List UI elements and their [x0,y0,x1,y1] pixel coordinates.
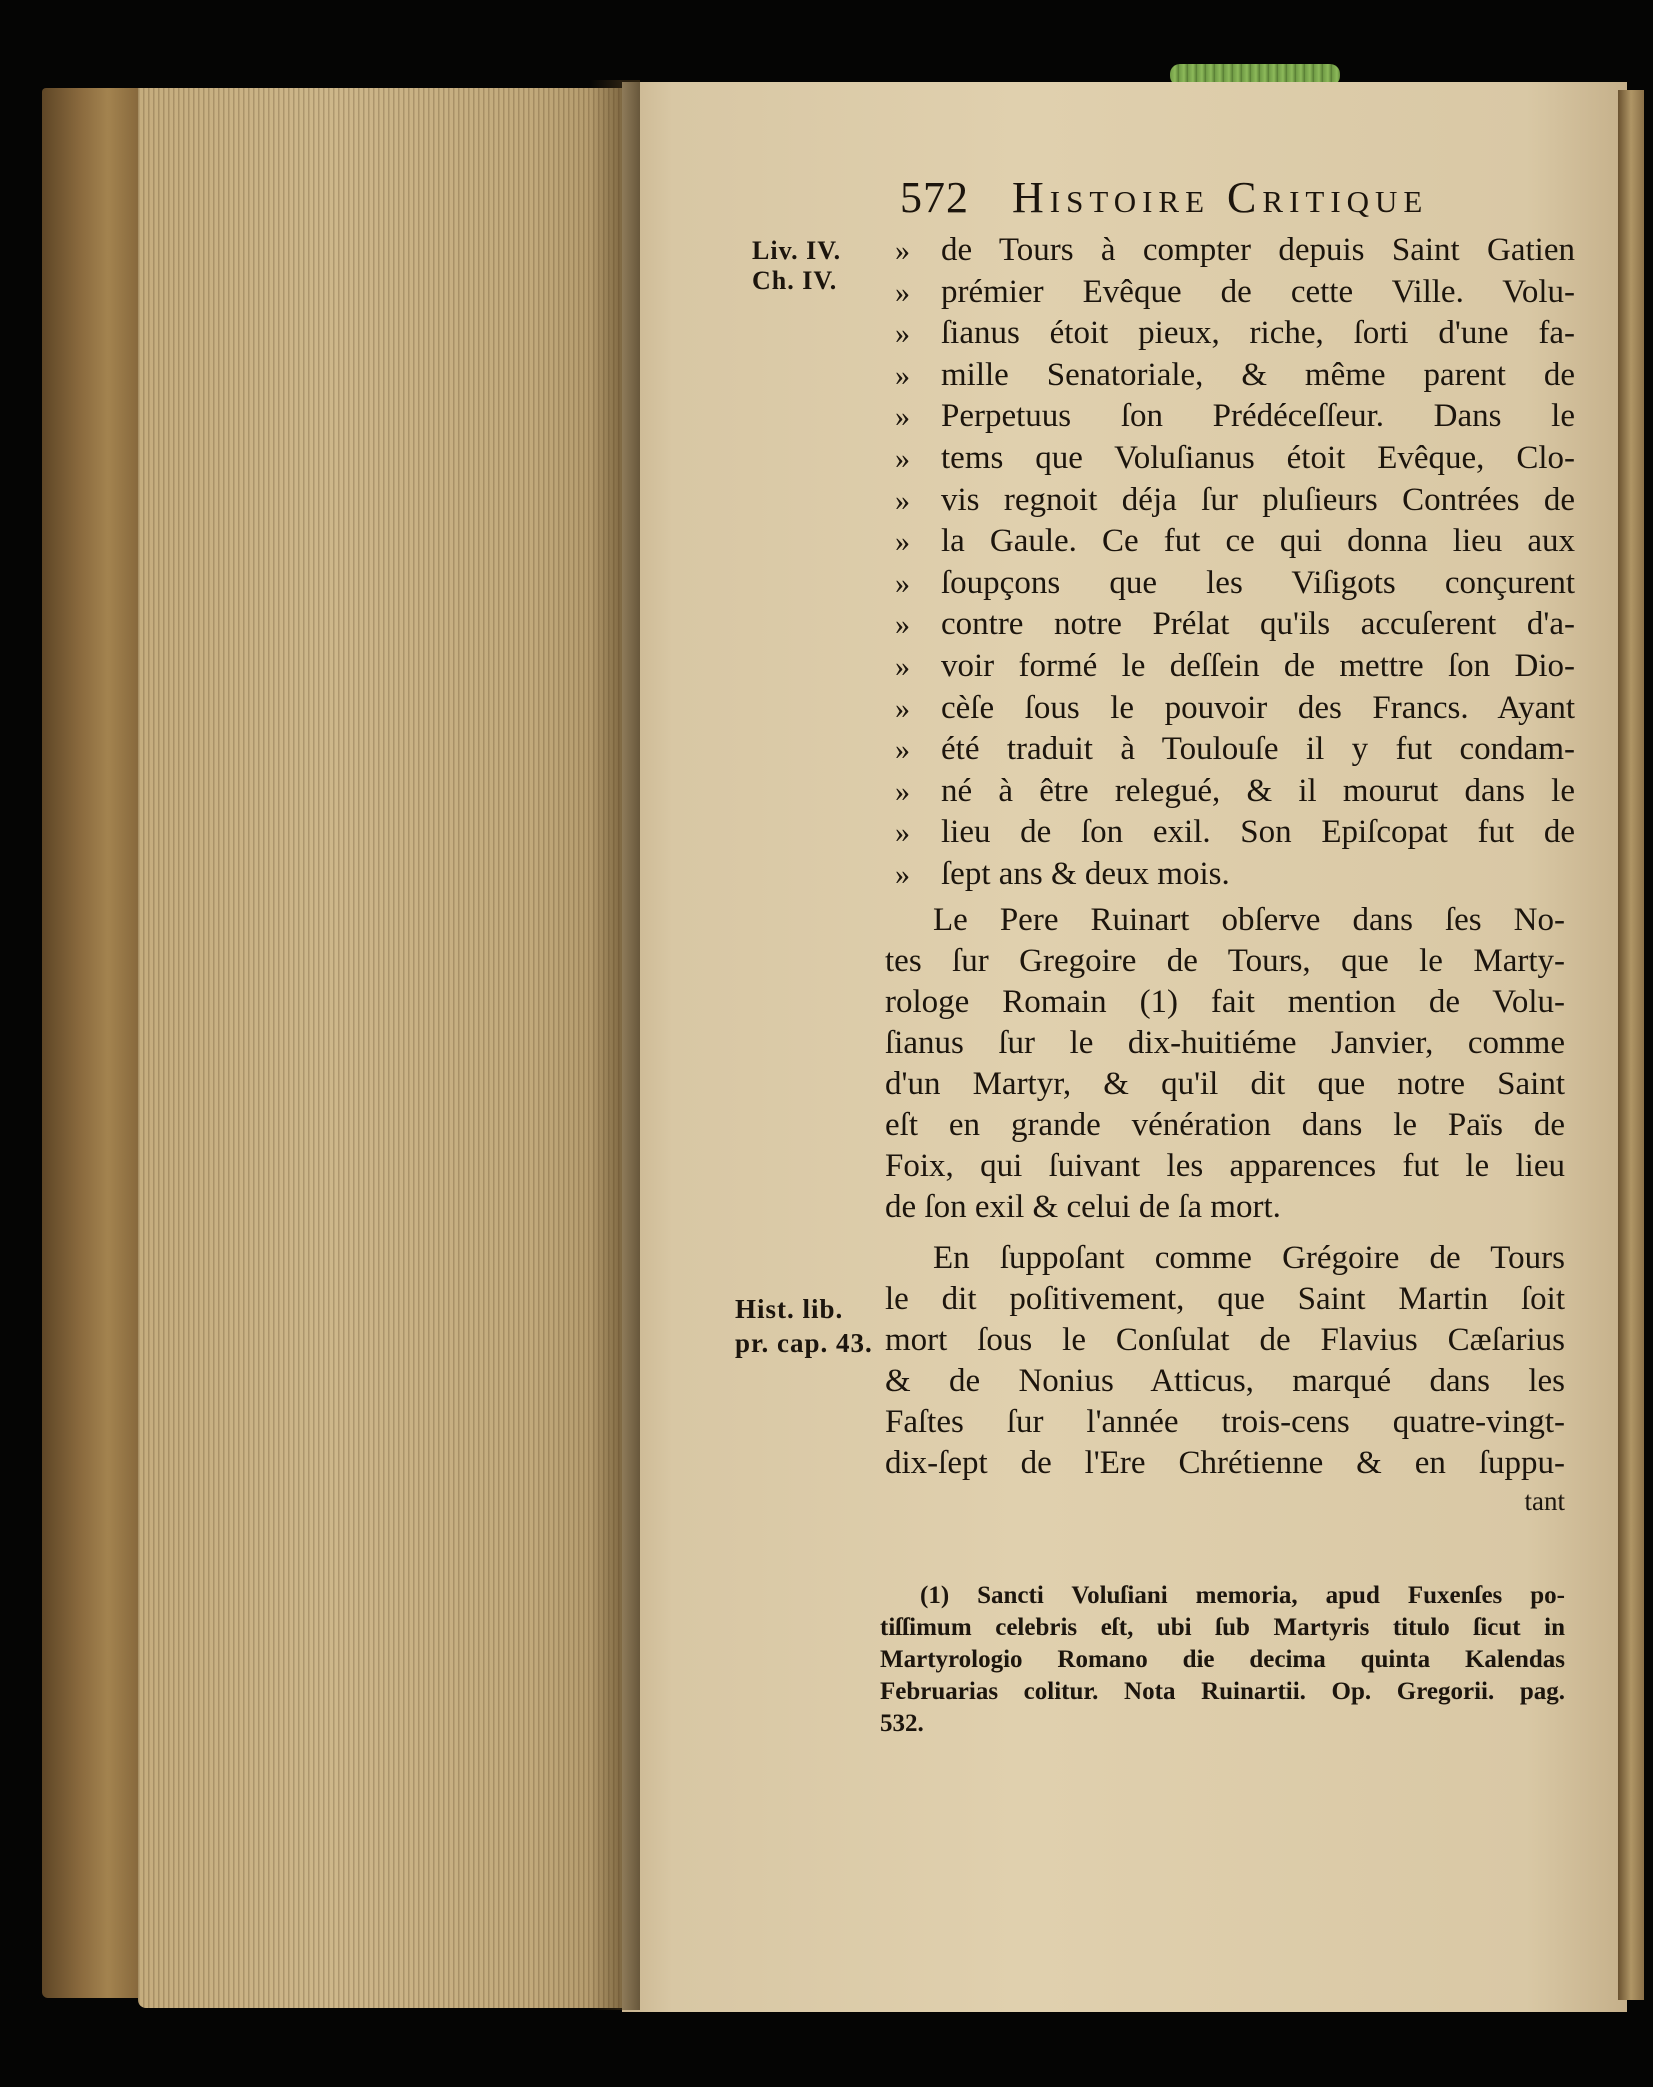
paragraph-line: tes ſur Gregoire de Tours, que le Marty- [885,943,1565,979]
paragraph-line: Faſtes ſur l'année trois-cens quatre-vingt- [885,1404,1565,1440]
quote-line [895,565,1575,607]
quote-line [895,648,1575,690]
quote-text: tems que Voluſianus étoit Evêque, Clo- [941,439,1575,476]
quote-text: contre notre Prélat qu'ils accuſerent d'a- [941,606,1575,643]
guillemet: » [895,317,910,351]
quote-line [895,440,1575,482]
guillemet: » [895,358,910,392]
quote-line [895,523,1575,565]
guillemet: » [895,733,910,767]
footnote-line: Martyrologio Romano die decima quinta Kalendas [880,1646,1565,1673]
quote-text: cèſe ſous le pouvoir des Francs. Ayant [941,689,1575,726]
paragraph-line: de ſon exil & celui de ſa mort. [885,1189,1281,1225]
quote-text: ſoupçons que les Viſigots conçurent [941,564,1575,601]
quote-text: la Gaule. Ce fut ce qui donna lieu aux [941,523,1575,560]
margin-note-chapter [752,236,841,296]
paragraph-line: mort ſous le Conſulat de Flavius Cæſarius [885,1322,1565,1358]
quote-line [895,357,1575,399]
paragraph-line: rologe Romain (1) fait mention de Volu- [885,984,1565,1020]
guillemet: » [895,857,910,891]
paragraph-line: En ſuppoſant comme Grégoire de Tours [933,1240,1565,1276]
footnote-line: 532. [880,1710,924,1737]
quote-text: été traduit à Toulouſe il y fut condam- [941,731,1575,768]
paragraph-line: dix-ſept de l'Ere Chrétienne & en ſuppu- [885,1445,1565,1481]
quote-line [895,606,1575,648]
guillemet: » [895,608,910,642]
guillemet: » [895,691,910,725]
quote-line [895,482,1575,524]
paragraph-line: d'un Martyr, & qu'il dit que notre Saint [885,1066,1565,1102]
paragraph-line: eſt en grande vénération dans le Païs de [885,1107,1565,1143]
quote-line [895,232,1575,274]
guillemet: » [895,525,910,559]
guillemet: » [895,483,910,517]
quoted-passage [895,232,1575,898]
quote-text: ſept ans & deux mois. [941,855,1230,892]
paragraph-line: le dit poſitivement, que Saint Martin ſoit [885,1281,1565,1317]
quote-text: mille Senatoriale, & même parent de [941,356,1575,393]
quote-text: Perpetuus ſon Prédéceſſeur. Dans le [941,398,1575,435]
margin-note-source [735,1292,873,1360]
margin-note-chapter-number: Ch. IV. [752,266,838,295]
book-cover-board [42,88,152,1998]
quote-text: vis regnoit déja ſur pluſieurs Contrées de [941,481,1575,518]
margin-note-source-line-1: Hist. lib. [735,1294,844,1324]
paragraph-line: ſianus ſur le dix-huitiéme Janvier, comme [885,1025,1565,1061]
margin-note-source-line-2: pr. cap. 43. [735,1328,873,1358]
paragraph-saint-martin [885,1240,1565,1527]
footnote-line: (1) Sancti Voluſiani memoria, apud Fuxenſes po- [920,1582,1565,1609]
quote-line [895,690,1575,732]
guillemet: » [895,816,910,850]
guillemet: » [895,649,910,683]
catchword: tant [1524,1486,1565,1516]
quote-text: né à être relegué, & il mourut dans le [941,772,1575,809]
quote-line [895,856,1575,898]
paragraph-line: Foix, qui ſuivant les apparences fut le lieu [885,1148,1565,1184]
running-header [900,172,1520,228]
quote-line [895,773,1575,815]
guillemet: » [895,400,910,434]
margin-note-book: Liv. IV. [752,236,842,265]
guillemet: » [895,566,910,600]
page-number: 572 [900,173,969,222]
quote-line [895,731,1575,773]
quote-text: voir formé le deſſein de mettre ſon Dio- [941,647,1575,684]
running-title: Histoire Critique [1012,173,1429,222]
quote-line [895,398,1575,440]
paragraph-ruinart [885,902,1565,1230]
guillemet: » [895,441,910,475]
footnote [880,1582,1565,1742]
footnote-line: Februarias colitur. Nota Ruinartii. Op. Gregorii. pag. [880,1678,1565,1705]
guillemet: » [895,774,910,808]
footnote-line: tiſſimum celebris eſt, ubi ſub Martyris titulo ſicut in [880,1614,1565,1641]
quote-line [895,814,1575,856]
quote-text: prémier Evêque de cette Ville. Volu- [941,273,1575,310]
guillemet: » [895,234,910,267]
quote-text: de Tours à compter depuis Saint Gatien [941,232,1575,268]
page-edges [138,88,628,2008]
facing-page-edge [1618,90,1644,2000]
quote-line [895,315,1575,357]
guillemet: » [895,275,910,309]
gutter-shadow [590,80,640,2010]
quote-text: ſianus étoit pieux, riche, ſorti d'une fa- [941,315,1575,352]
paragraph-line: Le Pere Ruinart obſerve dans ſes No- [933,902,1565,938]
paragraph-line: & de Nonius Atticus, marqué dans les [885,1363,1565,1399]
quote-line [895,274,1575,316]
quote-text: lieu de ſon exil. Son Epiſcopat fut de [941,814,1575,851]
